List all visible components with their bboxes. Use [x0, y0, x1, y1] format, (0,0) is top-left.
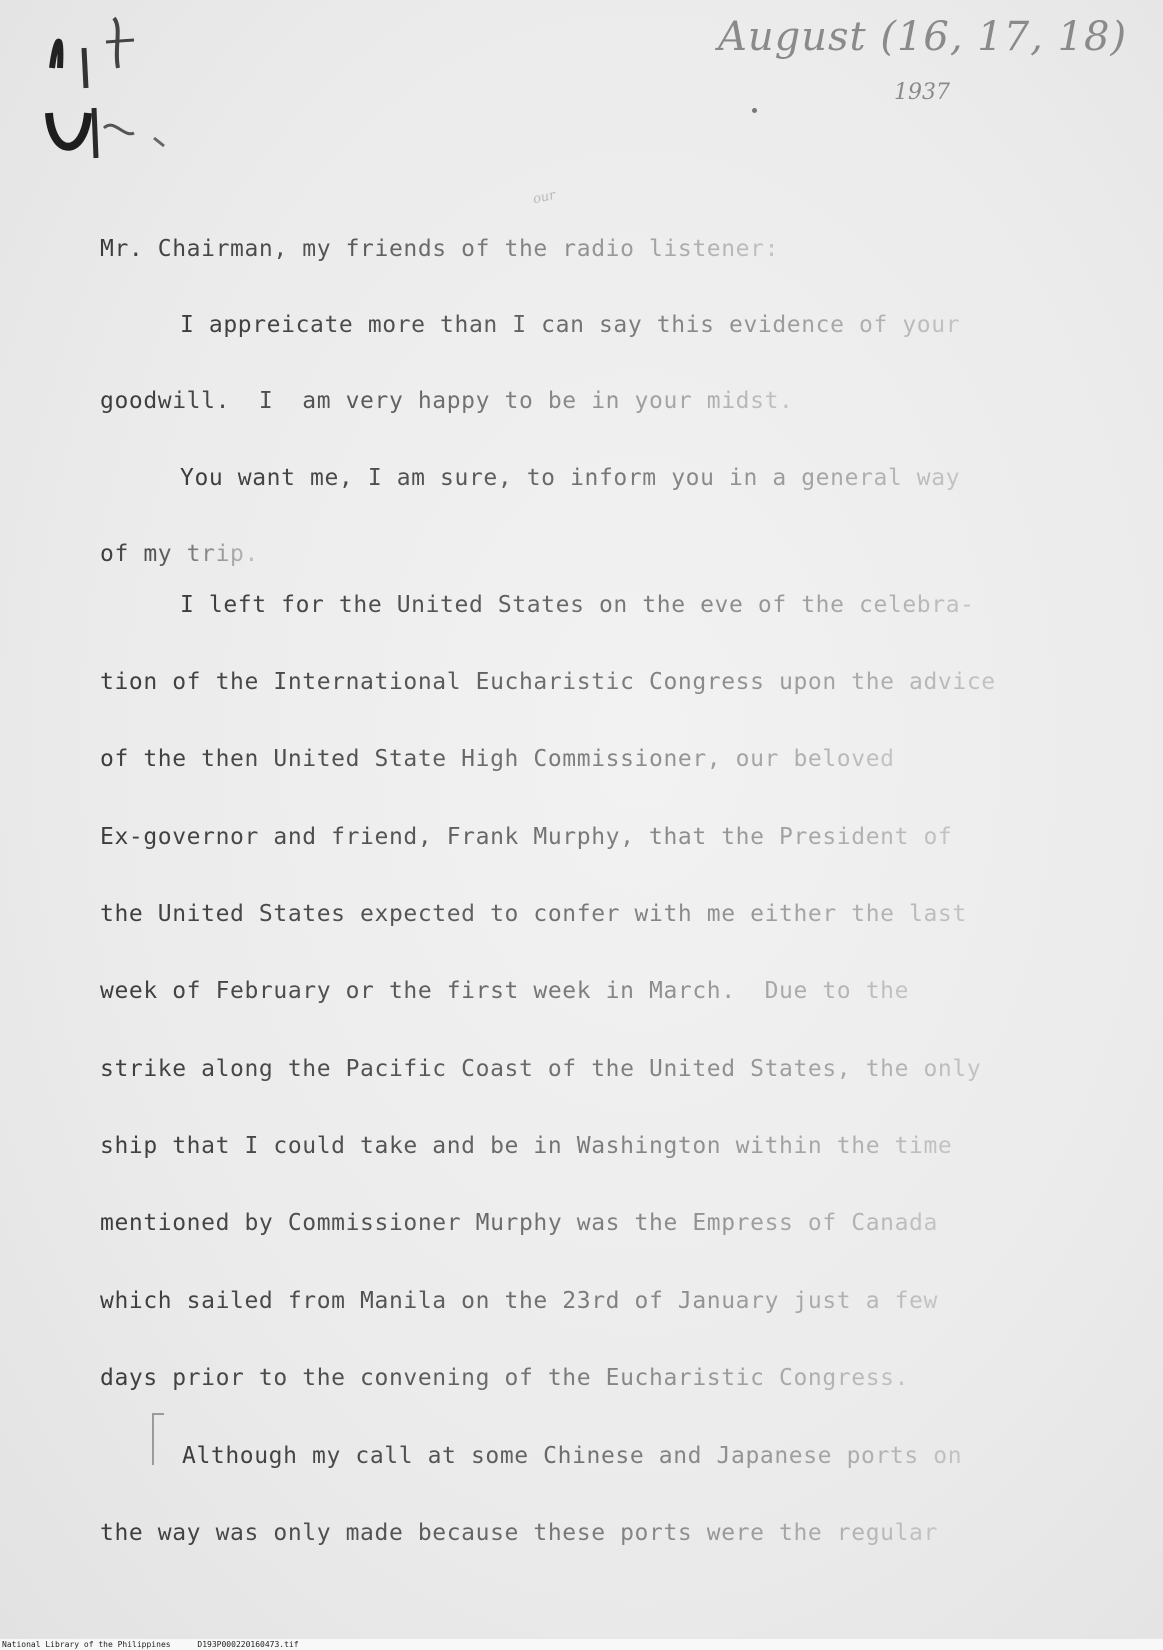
text-line-6: I left for the United States on the eve of the celebra- — [180, 592, 975, 618]
text-line-2: I appreicate more than I can say this evidence of your — [180, 312, 961, 338]
footer-file: D193P000220160473.tif — [197, 1640, 299, 1649]
text-line-13: ship that I could take and be in Washington within the time — [100, 1133, 953, 1159]
margin-bracket-mark — [152, 1413, 164, 1465]
text-line-3: goodwill. I am very happy to be in your midst. — [100, 388, 794, 414]
handwritten-date: August (16, 17, 18) — [718, 14, 1128, 60]
text-line-8: of the then United State High Commissioner, our beloved — [100, 746, 895, 772]
text-line-14: mentioned by Commissioner Murphy was the Empress of Canada — [100, 1210, 938, 1236]
text-line-5: of my trip. — [100, 541, 259, 567]
handwritten-initials-mark — [44, 8, 184, 168]
text-line-18: the way was only made because these ports were the regular — [100, 1520, 938, 1546]
text-line-1: Mr. Chairman, my friends of the radio listener: — [100, 236, 780, 262]
scan-footer — [0, 1639, 1163, 1650]
text-line-17: Although my call at some Chinese and Japanese ports on — [182, 1443, 963, 1469]
text-line-9: Ex-governor and friend, Frank Murphy, that the President of — [100, 824, 953, 850]
handwritten-insertion: our — [531, 187, 557, 208]
text-line-15: which sailed from Manila on the 23rd of January just a few — [100, 1288, 938, 1314]
text-line-11: week of February or the first week in March. Due to the — [100, 978, 910, 1004]
text-line-4: You want me, I am sure, to inform you in a general way — [180, 465, 961, 491]
handwritten-year: 1937 — [894, 80, 950, 105]
text-line-10: the United States expected to confer with me either the last — [100, 901, 967, 927]
text-line-12: strike along the Pacific Coast of the United States, the only — [100, 1056, 982, 1082]
ink-dot — [752, 108, 757, 113]
text-line-7: tion of the International Eucharistic Congress upon the advice — [100, 669, 996, 695]
text-line-16: days prior to the convening of the Eucharistic Congress. — [100, 1365, 910, 1391]
footer-library: National Library of the Philippines — [2, 1640, 171, 1649]
